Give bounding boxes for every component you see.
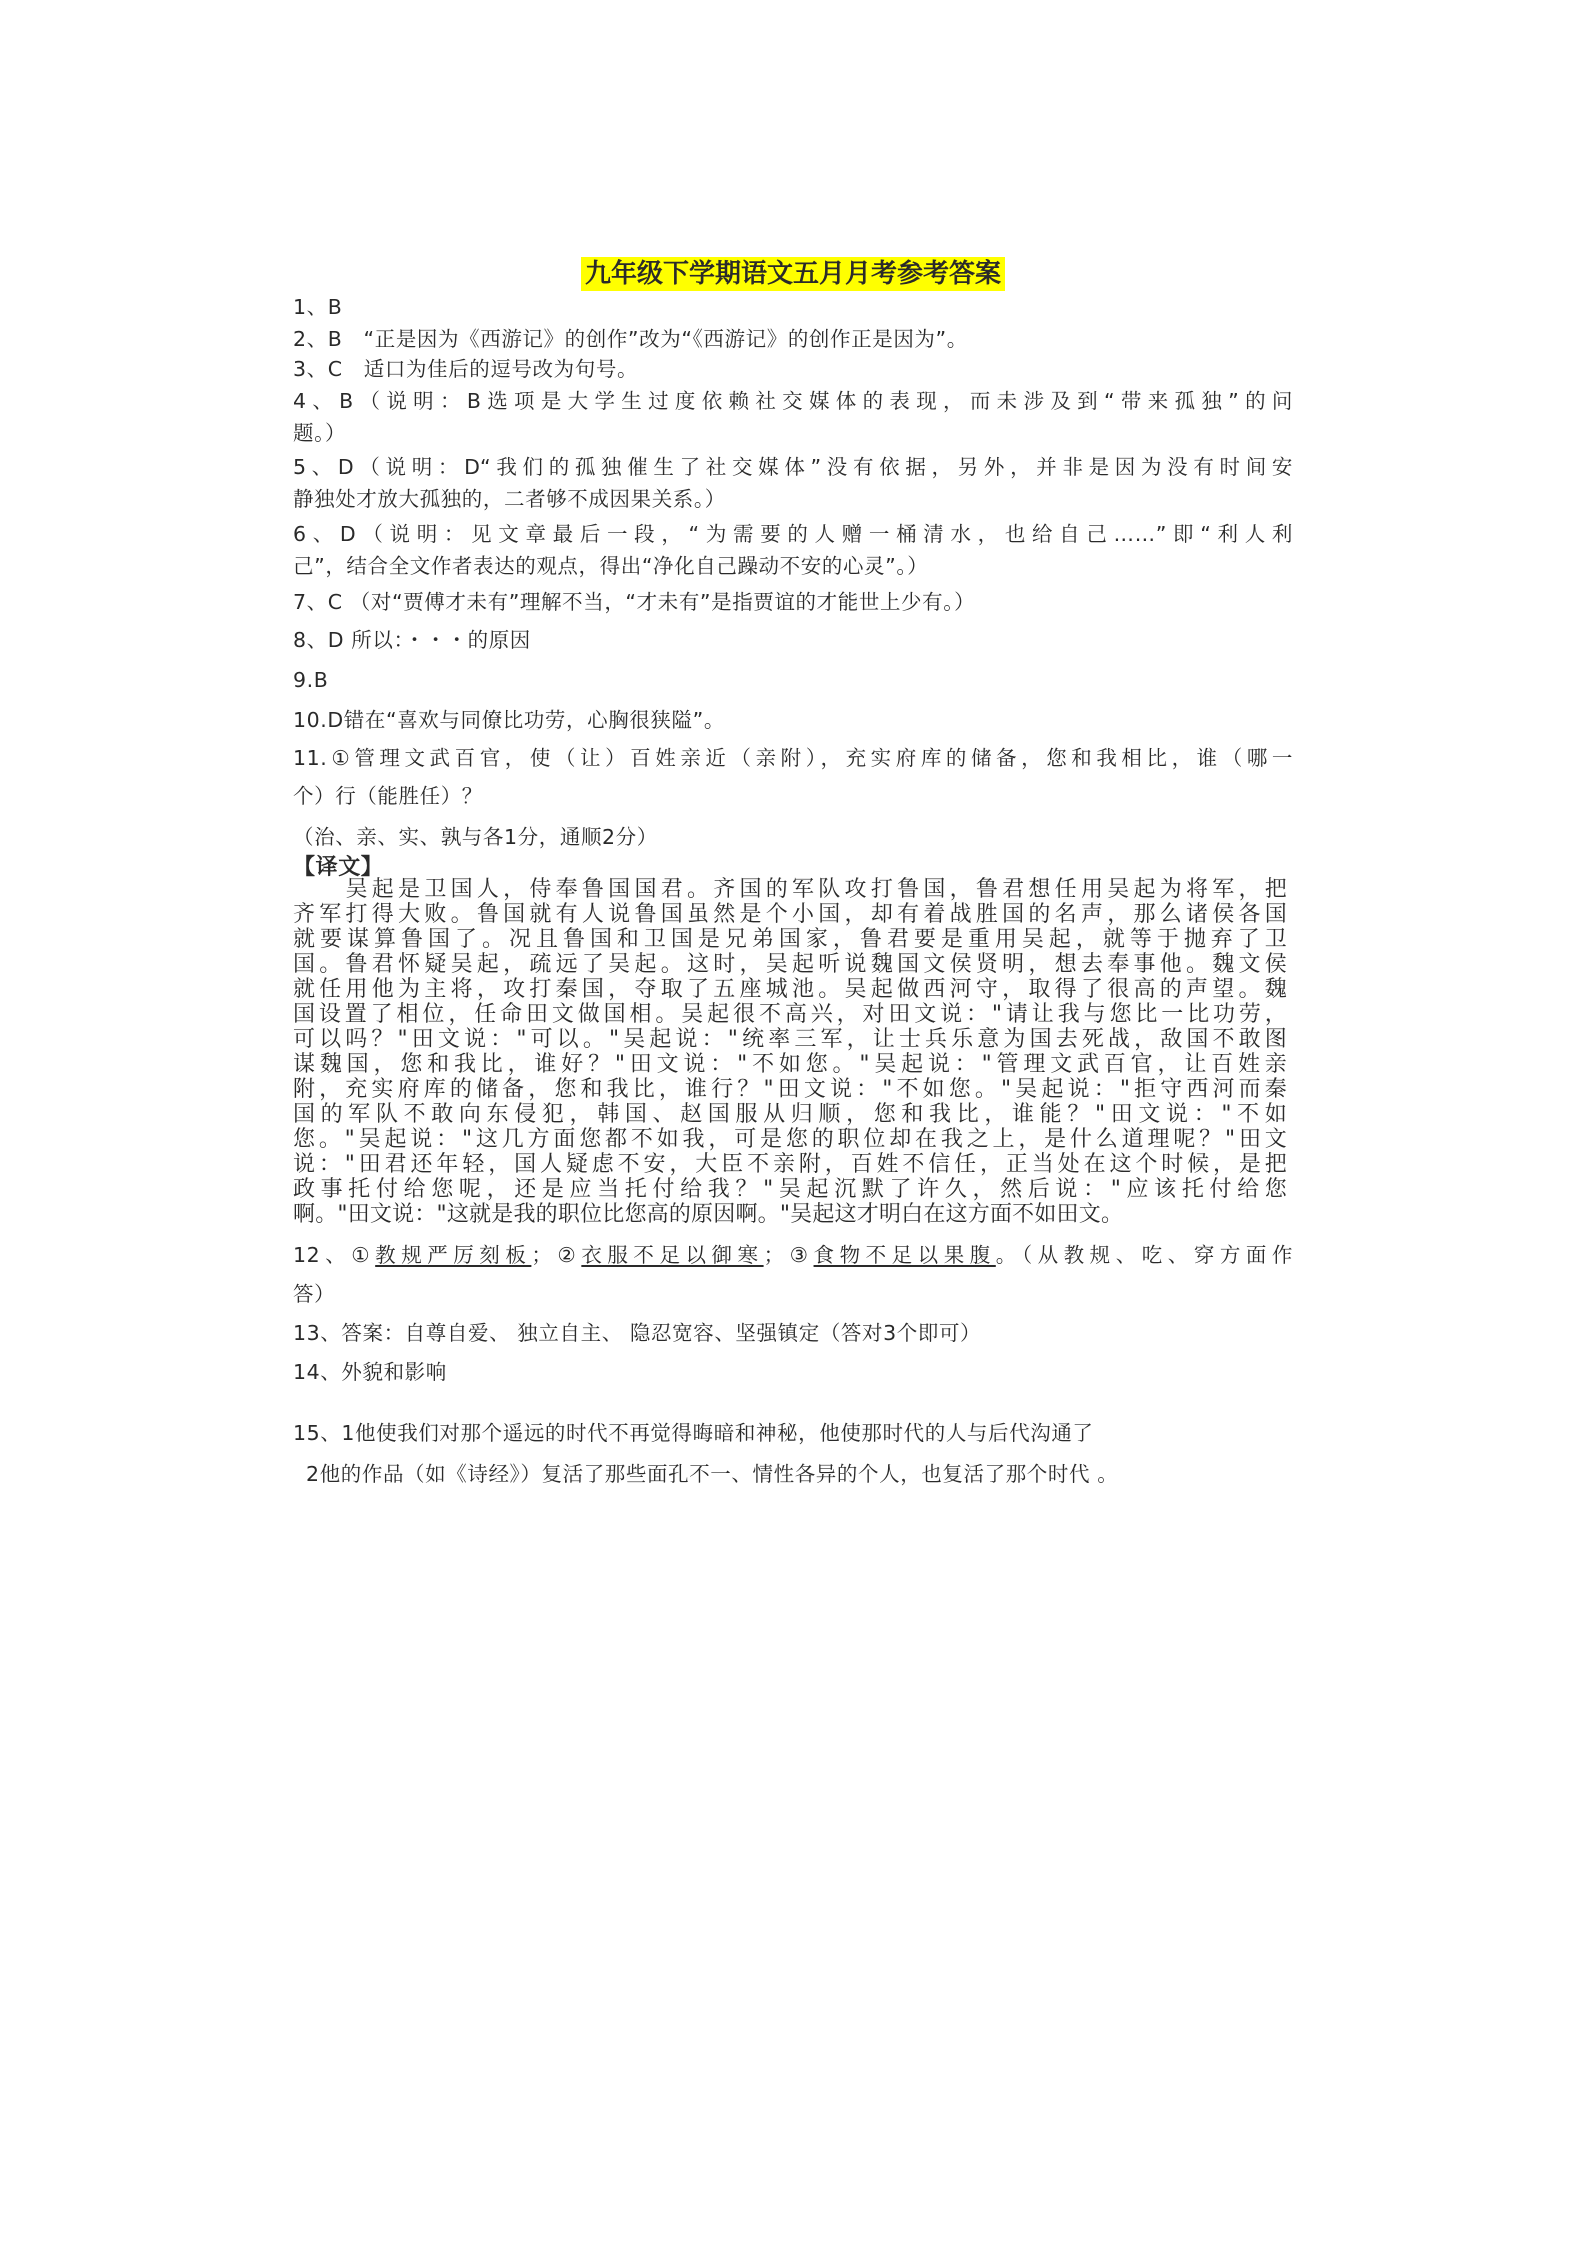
answer-4-line-1: 4、B（说明：B选项是大学生过度依赖社交媒体的表现，而未涉及到“带来孤独”的问 xyxy=(293,389,1293,413)
answer-12-prefix: 12、① xyxy=(293,1243,376,1267)
answer-15-line-2: 2他的作品（如《诗经》）复活了那些面孔不一、情性各异的个人，也复活了那个时代 。 xyxy=(306,1462,1119,1486)
translation-line: 附，充实府库的储备，您和我比，谁行？"田文说："不如您。"吴起说："拒守西河而秦 xyxy=(293,1077,1287,1102)
title-highlight: 九年级下学期语文五月月考参考答案 xyxy=(581,257,1005,291)
answer-6-line-1: 6、D（说明：见文章最后一段，“为需要的人赠一桶清水，也给自己……”即“利人利 xyxy=(293,522,1293,546)
translation-line: 可以吗？"田文说："可以。"吴起说："统率三军，让士兵乐意为国去死战，敌国不敢图 xyxy=(293,1027,1287,1052)
answer-13: 13、答案：自尊自爱、 独立自主、 隐忍宽容、坚强镇定（答对3个即可） xyxy=(293,1321,982,1345)
answer-6-line-2: 己”，结合全文作者表达的观点，得出“净化自己躁动不安的心灵”。） xyxy=(293,554,929,578)
answer-8: 8、D 所以：・・・的原因 xyxy=(293,628,531,652)
answer-11-line-1: 11.①管理文武百官，使（让）百姓亲近（亲附），充实府库的储备，您和我相比，谁（哪一 xyxy=(293,746,1293,770)
translation-line: 国。鲁君怀疑吴起，疏远了吴起。这时，吴起听说魏国文侯贤明，想去奉事他。魏文侯 xyxy=(293,952,1287,977)
answer-12-underlined-1: 教规严厉刻板 xyxy=(375,1243,532,1267)
answer-9: 9.B xyxy=(293,668,329,692)
answer-3: 3、C 适口为佳后的逗号改为句号。 xyxy=(293,357,639,381)
answer-12-line-1 xyxy=(293,1240,1293,1270)
answer-2: 2、B “正是因为《西游记》的创作”改为“《西游记》的创作正是因为”。 xyxy=(293,327,968,351)
translation-line: 啊。"田文说："这就是我的职位比您高的原因啊。"吴起这才明白在这方面不如田文。 xyxy=(293,1202,1124,1227)
answer-11-line-2: 个）行（能胜任）？ xyxy=(293,784,483,808)
translation-line: 国设置了相位，任命田文做国相。吴起很不高兴，对田文说："请让我与您比一比功劳， xyxy=(293,1002,1287,1027)
translation-line: 政事托付给您呢，还是应当托付给我？"吴起沉默了许久，然后说："应该托付给您 xyxy=(293,1177,1287,1202)
answer-10: 10.D错在“喜欢与同僚比功劳，心胸很狭隘”。 xyxy=(293,708,725,732)
translation-line: 您。"吴起说："这几方面您都不如我，可是您的职位却在我之上，是什么道理呢？"田文 xyxy=(293,1127,1287,1152)
translation-line: 说："田君还年轻，国人疑虑不安，大臣不亲附，百姓不信任，正当处在这个时候，是把 xyxy=(293,1152,1287,1177)
translation-line: 齐军打得大败。鲁国就有人说鲁国虽然是个小国，却有着战胜国的名声，那么诸侯各国 xyxy=(293,902,1287,927)
translation-heading: 【译文】 xyxy=(293,855,384,880)
answer-5-line-2: 静独处才放大孤独的，二者够不成因果关系。） xyxy=(293,487,726,511)
answer-12-underlined-3: 食物不足以果腹 xyxy=(813,1243,996,1267)
answer-14: 14、外貌和影响 xyxy=(293,1360,447,1384)
answer-1: 1、B xyxy=(293,295,343,319)
answer-5-line-1: 5、D（说明：D“我们的孤独催生了社交媒体”没有依据，另外，并非是因为没有时间安 xyxy=(293,455,1293,479)
translation-line: 就任用他为主将，攻打秦国，夺取了五座城池。吴起做西河守，取得了很高的声望。魏 xyxy=(293,977,1287,1002)
translation-line: 就要谋算鲁国了。况且鲁国和卫国是兄弟国家，鲁君要是重用吴起，就等于抛弃了卫 xyxy=(293,927,1287,952)
page-title xyxy=(0,256,1586,292)
answer-4-line-2: 题。） xyxy=(293,421,347,445)
translation-line: 国的军队不敢向东侵犯，韩国、赵国服从归顺，您和我比，谁能？"田文说："不如 xyxy=(293,1102,1287,1127)
translation-line: 谋魏国，您和我比，谁好？"田文说："不如您。"吴起说："管理文武百官，让百姓亲 xyxy=(293,1052,1287,1077)
answer-15-line-1: 15、1他使我们对那个遥远的时代不再觉得晦暗和神秘，他使那时代的人与后代沟通了 xyxy=(293,1421,1094,1445)
answer-12-sep-1: ；② xyxy=(531,1243,582,1267)
answer-7: 7、C （对“贾傅才未有”理解不当，“才未有”是指贾谊的才能世上少有。） xyxy=(293,590,976,614)
translation-line: 吴起是卫国人，侍奉鲁国国君。齐国的军队攻打鲁国，鲁君想任用吴起为将军，把 xyxy=(293,877,1287,902)
answer-12-sep-2: ；③ xyxy=(763,1243,814,1267)
answer-12-line-2: 答） xyxy=(293,1282,336,1306)
answer-12-underlined-2: 衣服不足以御寒 xyxy=(581,1243,764,1267)
answer-11-scoring: （治、亲、实、孰与各1分，通顺2分） xyxy=(293,825,658,849)
answer-12-suffix: 。（从教规、吃、穿方面作 xyxy=(995,1243,1294,1267)
